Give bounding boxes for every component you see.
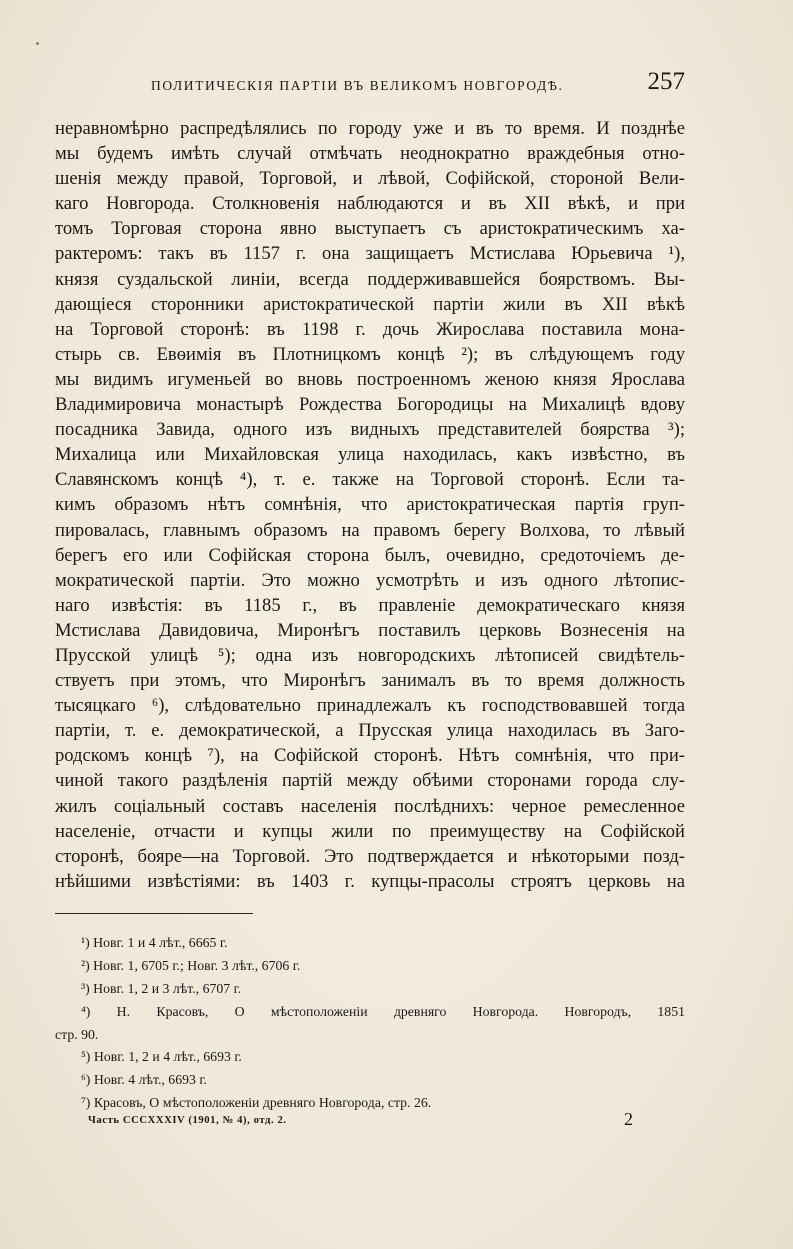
footnote: ¹) Новг. 1 и 4 лѣт., 6665 г.: [81, 935, 228, 950]
footnote: ²) Новг. 1, 6705 г.; Новг. 3 лѣт., 6706 г.: [81, 957, 301, 973]
text-line: Прусской улицѣ ⁵); одна изъ новгородскихъ лѣтописей свидѣтель-: [55, 644, 685, 666]
paper-speck: [36, 42, 39, 45]
footnote: ⁷) Красовъ, О мѣстоположеніи древняго Новгорода, стр. 26.: [81, 1095, 432, 1111]
text-line: чиной такого раздѣленія партій между обѣими сторонами города слу-: [55, 770, 685, 792]
text-line: рактеромъ: такъ въ 1157 г. она защищаетъ Мстислава Юрьевича ¹),: [55, 243, 685, 265]
text-line: на Торговой сторонѣ: въ 1198 г. дочь Жирослава поставила мона-: [55, 318, 685, 340]
printer-signature: Часть CCCXXXIV (1901, № 4), отд. 2.: [88, 1115, 287, 1126]
text-line: мократической партіи. Это можно усмотрѣть и изъ одного лѣтопис-: [55, 569, 685, 591]
text-line: мы видимъ игуменьей во вновь построенномъ женою князя Ярослава: [55, 368, 685, 390]
footnote: ⁶) Новг. 4 лѣт., 6693 г.: [81, 1072, 207, 1088]
text-line: Михалица или Михайловская улица находилась, какъ извѣстно, въ: [55, 444, 685, 466]
text-line: Славянскомъ концѣ ⁴), т. е. также на Торговой сторонѣ. Если та-: [55, 469, 685, 491]
text-line: ствуетъ при этомъ, что Миронѣгъ занималъ въ то время должность: [55, 670, 685, 692]
text-line: жилъ соціальный составъ населенія послѣднихъ: черное ремесленное: [55, 795, 685, 817]
text-line: Мстислава Давидовича, Миронѣгъ поставилъ церковь Вознесенія на: [55, 619, 685, 641]
text-line: нѣйшими извѣстіями: въ 1403 г. купцы-прасолы строятъ церковь на: [55, 870, 685, 892]
text-line: князя суздальской линіи, всегда поддерживавшейся боярствомъ. Вы-: [55, 268, 685, 290]
text-line: томъ Торговая сторона явно выступаетъ съ аристократическимъ ха-: [55, 218, 685, 240]
footnote: ⁴) Н. Красовъ, О мѣстоположеніи древняго Новгорода. Новгородъ, 1851: [81, 1003, 685, 1019]
text-line: наго извѣстія: въ 1185 г., въ правленіе демократическаго князя: [55, 594, 685, 616]
text-line: шенія между правой, Торговой, и лѣвой, Софійской, стороной Вели-: [55, 168, 685, 190]
sheet-number: 2: [624, 1109, 633, 1129]
page-header: [55, 68, 685, 100]
footnotes: [55, 932, 685, 1115]
text-line: мы будемъ имѣть случай отмѣчать неоднократно враждебныя отно-: [55, 143, 685, 165]
footnote-continuation: стр. 90.: [55, 1026, 99, 1042]
page-footer: [88, 1109, 633, 1131]
footnote: ³) Новг. 1, 2 и 3 лѣт., 6707 г.: [81, 980, 242, 996]
footnote-divider: [55, 913, 253, 914]
text-line: берегъ его или Софійская сторона былъ, очевидно, средоточіемъ де-: [55, 544, 685, 566]
text-line: пировалась, главнымъ образомъ на правомъ берегу Волхова, то лѣвый: [55, 519, 685, 541]
footnote: ⁵) Новг. 1, 2 и 4 лѣт., 6693 г.: [81, 1049, 242, 1065]
text-line: тысяцкаго ⁶), слѣдовательно принадлежалъ къ господствовавшей тогда: [55, 695, 685, 717]
text-line: каго Новгорода. Столкновенія наблюдаются и въ XII вѣкѣ, и при: [55, 193, 685, 215]
text-line: посадника Завида, одного изъ видныхъ представителей боярства ³);: [55, 419, 685, 441]
text-line: населеніе, отчасти и купцы жили по преимуществу на Софійской: [55, 820, 685, 842]
page-number: 257: [647, 68, 685, 95]
text-line: партіи, т. е. демократической, а Прусская улица находилась въ Заго-: [55, 720, 685, 742]
running-title: ПОЛИТИЧЕСКІЯ ПАРТІИ ВЪ ВЕЛИКОМЪ НОВГОРОДѢ.: [151, 78, 564, 93]
body-text: [55, 116, 685, 894]
text-line: сторонѣ, бояре—на Торговой. Это подтверждается и нѣкоторыми позд-: [55, 845, 685, 867]
text-line: родскомъ концѣ ⁷), на Софійской сторонѣ. Нѣтъ сомнѣнія, что при-: [55, 745, 685, 767]
text-line: Владимировича монастырѣ Рождества Богородицы на Михалицѣ вдову: [55, 394, 685, 416]
text-line: стырь св. Евѳимія въ Плотницкомъ концѣ ²); въ слѣдующемъ году: [55, 343, 685, 365]
text-line: неравномѣрно распредѣлялись по городу уже и въ то время. И позднѣе: [55, 118, 685, 139]
text-line: дающіеся сторонники аристократической партіи жили въ XII вѣкѣ: [55, 293, 685, 315]
text-line: кимъ образомъ нѣтъ сомнѣнія, что аристократическая партія груп-: [55, 494, 685, 516]
